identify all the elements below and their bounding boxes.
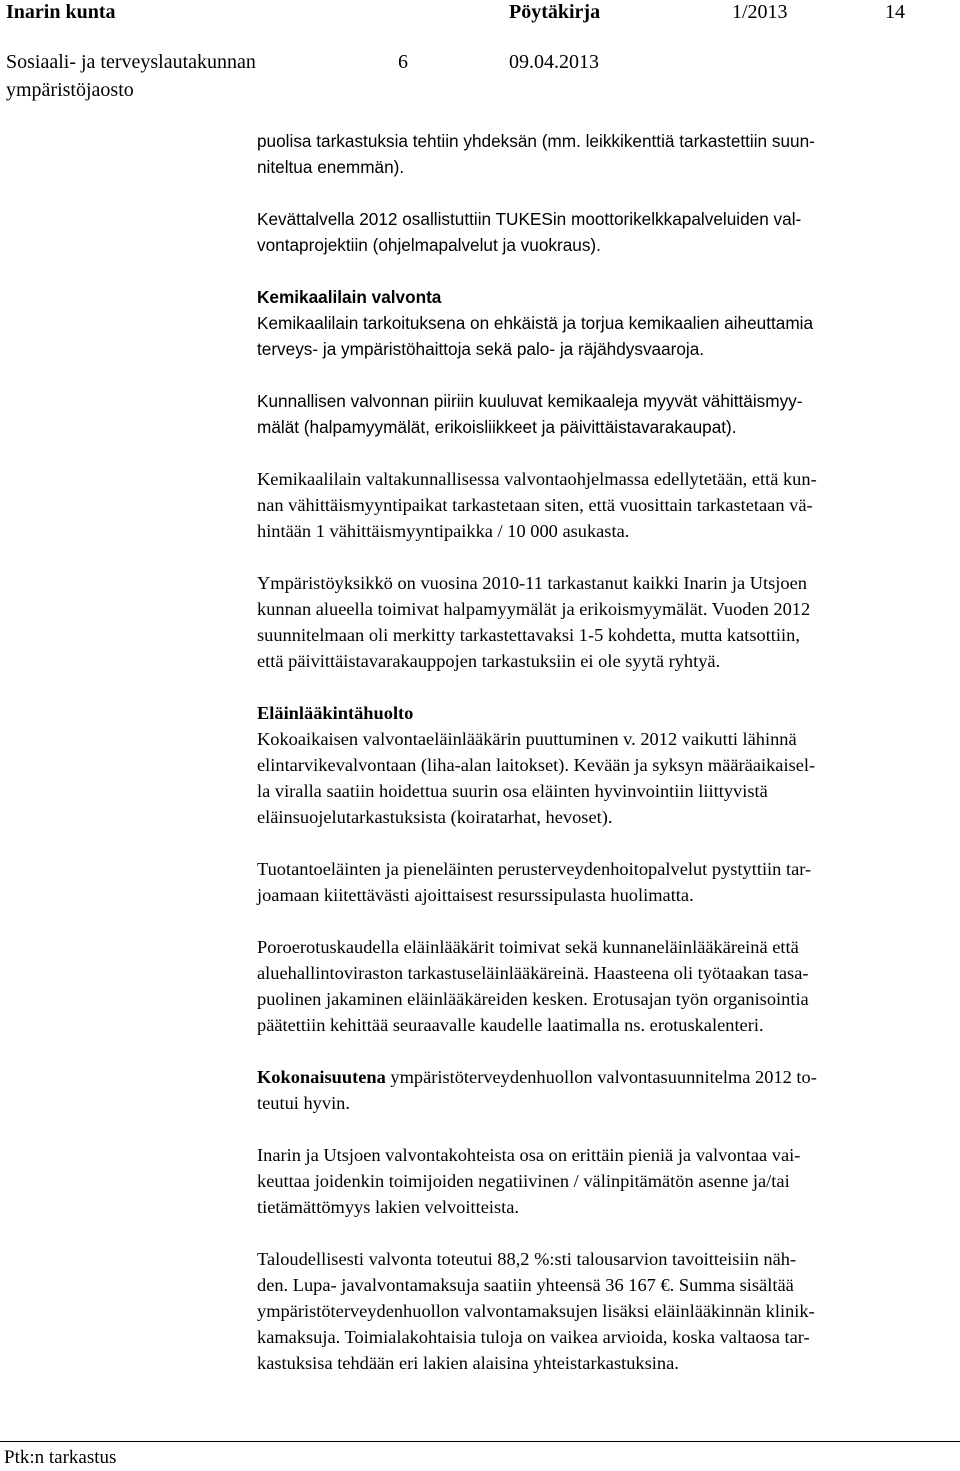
page-number: 14 xyxy=(885,1,905,23)
document-body xyxy=(257,128,951,1402)
text-line xyxy=(257,1064,951,1090)
footer-divider xyxy=(0,1441,960,1442)
section-number: 6 xyxy=(398,51,408,73)
text-line: joamaan kiitettävästi ajoittaisest resurssipulasta huolimatta. xyxy=(257,885,694,905)
text-line: vontaprojektiin (ohjelmapalvelut ja vuokraus). xyxy=(257,235,601,255)
text-line: Tuotantoeläinten ja pieneläinten perusterveydenhoitopalvelut pystyttiin tar- xyxy=(257,859,812,879)
text-line: Kevättalvella 2012 osallistuttiin TUKESin moottorikelkkapalveluiden val- xyxy=(257,209,802,229)
committee-name: Sosiaali- ja terveyslautakunnan xyxy=(6,51,256,73)
text-line: nan vähittäismyyntipaikat tarkastetaan siten, että vuosittain tarkastetaan vä- xyxy=(257,495,813,515)
text-line: elintarvikevalvontaan (liha-alan laitokset). Kevään ja syksyn määräaikaisel- xyxy=(257,755,816,775)
text-line: kamaksuja. Toimialakohtaisia tuloja on vaikea arvioida, koska valtaosa tar- xyxy=(257,1327,810,1347)
paragraph-vet-reindeer xyxy=(257,934,951,1038)
footer-review-label: Ptk:n tarkastus xyxy=(4,1447,117,1468)
text-line: Taloudellisesti valvonta toteutui 88,2 %:sti talousarvion tavoitteisiin näh- xyxy=(257,1249,797,1269)
text-line: että päivittäistavarakauppojen tarkastuksiin ei ole syytä ryhtyä. xyxy=(257,651,721,671)
text-line: Ympäristöyksikkö on vuosina 2010-11 tarkastanut kaikki Inarin ja Utsjoen xyxy=(257,573,807,593)
paragraph-chem-results xyxy=(257,570,951,674)
paragraph-vet-intro xyxy=(257,700,951,830)
paragraph-risk xyxy=(257,1142,951,1220)
text-line: kastuksisa tehdään eri lakien alaisina yhteistarkastuksina. xyxy=(257,1353,679,1373)
text-line: tietämättömyys lakien velvoitteista. xyxy=(257,1197,520,1217)
text-line: Poroerotuskaudella eläinlääkärit toimivat sekä kunnaneläinlääkäreinä että xyxy=(257,937,799,957)
paragraph-inspections xyxy=(257,128,951,180)
paragraph-vet-services xyxy=(257,856,951,908)
summary-text: ympäristöterveydenhuollon valvontasuunnitelma 2012 to- xyxy=(385,1067,817,1087)
document-type: Pöytäkirja xyxy=(509,1,601,23)
text-line: kunnan alueella toimivat halpamyymälät ja erikoismyymälät. Vuoden 2012 xyxy=(257,599,811,619)
org-name: Inarin kunta xyxy=(6,1,116,23)
text-line: eläinsuojelutarkastuksista (koiratarhat, hevoset). xyxy=(257,807,613,827)
text-line: teutui hyvin. xyxy=(257,1093,350,1113)
text-line: puolisa tarkastuksia tehtiin yhdeksän (mm. leikkikenttiä tarkastettiin suun- xyxy=(257,131,815,151)
text-line: puolinen jakaminen eläinlääkäreiden kesken. Erotusajan työn organisointia xyxy=(257,989,809,1009)
meeting-date: 09.04.2013 xyxy=(509,51,599,73)
paragraph-chem-scope xyxy=(257,388,951,440)
text-line: päätettiin kehittää seuraavalle kaudelle laatimalla ns. erotuskalenteri. xyxy=(257,1015,764,1035)
paragraph-chem-intro xyxy=(257,284,951,362)
text-line: aluehallintoviraston tarkastuseläinlääkäreinä. Haasteena oli työtaakan tasa- xyxy=(257,963,809,983)
text-line: keuttaa joidenkin toimijoiden negatiivinen / välinpitämätön asenne ja/tai xyxy=(257,1171,790,1191)
text-line: mälät (halpamyymälät, erikoisliikkeet ja päivittäistavarakaupat). xyxy=(257,417,737,437)
summary-keyword: Kokonaisuutena xyxy=(257,1067,386,1087)
text-line: terveys- ja ympäristöhaittoja sekä palo- ja räjähdysvaaroja. xyxy=(257,339,705,359)
text-line: Kemikaalilain valtakunnallisessa valvontaohjelmassa edellytetään, että kun- xyxy=(257,469,817,489)
text-line: suunnitelmaan oli merkitty tarkastettavaksi 1-5 kohdetta, mutta katsottiin, xyxy=(257,625,800,645)
text-line: Kemikaalilain tarkoituksena on ehkäistä ja torjua kemikaalien aiheuttamia xyxy=(257,313,814,333)
committee-subname: ympäristöjaosto xyxy=(6,79,134,101)
text-line: Kunnallisen valvonnan piiriin kuuluvat kemikaaleja myyvät vähittäismyy- xyxy=(257,391,803,411)
paragraph-finance xyxy=(257,1246,951,1376)
text-line: Inarin ja Utsjoen valvontakohteista osa on erittäin pieniä ja valvontaa vai- xyxy=(257,1145,801,1165)
text-line: la viralla saatiin hoidettua suurin osa eläinten hyvinvointiin liittyvistä xyxy=(257,781,768,801)
text-line: ympäristöterveydenhuollon valvontamaksujen lisäksi eläinlääkinnän klinik- xyxy=(257,1301,815,1321)
section-heading-veterinary: Eläinlääkintähuolto xyxy=(257,703,414,723)
text-line: niteltua enemmän). xyxy=(257,157,405,177)
text-line: hintään 1 vähittäismyyntipaikka / 10 000 asukasta. xyxy=(257,521,630,541)
paragraph-summary xyxy=(257,1064,951,1116)
section-heading-chemicals: Kemikaalilain valvonta xyxy=(257,287,442,307)
paragraph-chem-program xyxy=(257,466,951,544)
text-line: Kokoaikaisen valvontaeläinlääkärin puuttuminen v. 2012 vaikutti lähinnä xyxy=(257,729,797,749)
text-line: den. Lupa- javalvontamaksuja saatiin yhteensä 36 167 €. Summa sisältää xyxy=(257,1275,794,1295)
paragraph-tukes xyxy=(257,206,951,258)
document-number: 1/2013 xyxy=(732,1,788,23)
